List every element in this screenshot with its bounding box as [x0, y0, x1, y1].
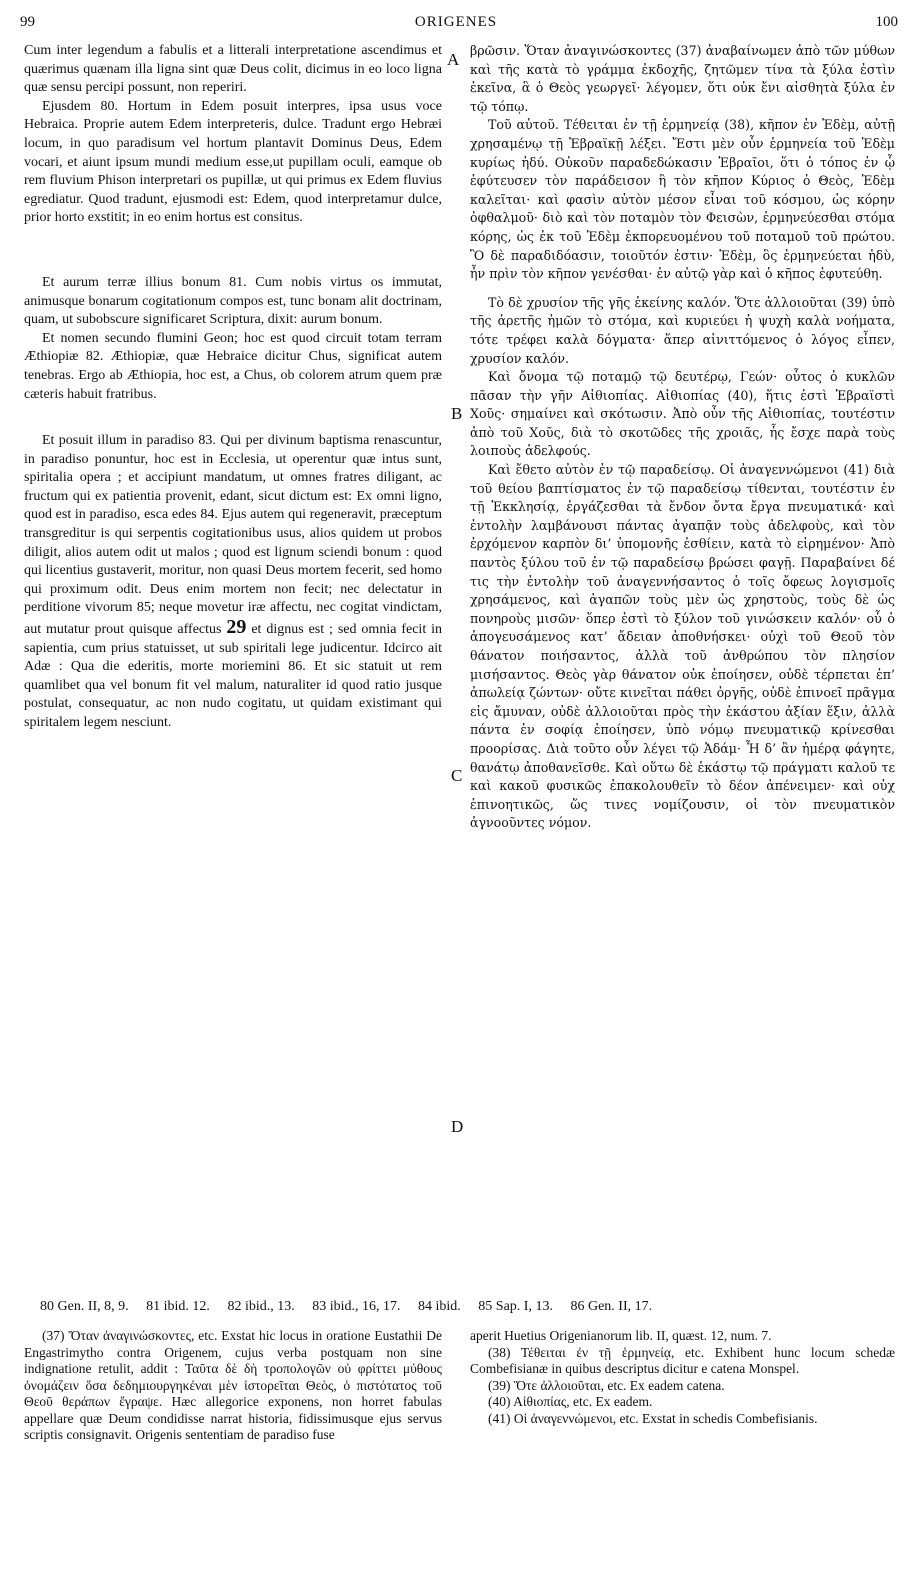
greek-paragraph: Τὸ δὲ χρυσίον τῆς γῆς ἐκείνης καλόν. Ὅτε ἀλλοιοῦται (39) ὑπὸ τῆς ἀρετῆς ἡμῶν τὸ στόμα, καὶ κυριεύει ἡ ψυχὴ καλὰ νοήματα, τότε τρέφει καλὰ δόγματα· ἅπερ αἰνιττόμενος ὁ λόγος εἶπεν, χρυσίον καλόν.: [470, 294, 895, 366]
left-page-number: 99: [20, 14, 35, 30]
margin-letter-d: D: [451, 1117, 464, 1136]
note: (37) Ὅταν ἀναγινώσκοντες, etc. Exstat hic locus in oratione Eustathii De Engastrimytho contra Origenem, cujus verba postquam non sine indignatione retulit, addit : Ταῦτα δὲ δὴ τροπολογῶν οὐ φρίττει μύθους ὀνομάζειν ὅσα δεδημιουργηκέναι μὲν ἱστορεῖται Θεὸς, ὁ πιστότατος τοῦ Θεοῦ θεράπων ἔγραψε. Hæc allegorice exponens, non horret fabulas appellare quæ Deum condidisse narrat historia, fidissimusque ejus servus scriptis consignavit. Origenis sententiam de paradiso fuse: [24, 1328, 442, 1442]
latin-paragraph: Ejusdem 80. Hortum in Edem posuit interpres, ipsa usus voce Hebraica. Proprie autem Edem interpreteris, dulce. Tradunt ergo Hebræi locum, in quo paradisum vel hortum plantavit Dominus Deus, Edem vocari, et aiunt ipsum mundi medium esse,ut pupillam oculi, eamque ob rem fluvium Phison interpretari os pupillæ, ut qui primus ex Edem fluvius egrediatur. Quod tradunt, ejusmodi est: Edem, quod interpretamur dulce, prior horto exstitit; in eo enim hortus est consitus.: [24, 98, 442, 226]
greek-paragraph: Καὶ ὄνομα τῷ ποταμῷ τῷ δευτέρῳ, Γεών· οὗτος ὁ κυκλῶν πᾶσαν τὴν γῆν Αἰθιοπίας. Αἰθιοπίας (40), ἥτις ἐστὶ Ἑβραϊστὶ Χοῦς· σημαίνει καὶ σκότωσιν. Ἀπὸ οὖν τῆς Αἰθιοπίας, τουτέστιν ἀπὸ τοῦ Χοῦς, διὰ τὸ σκοτῶδες τῆς χροιᾶς, ἧς ἔσχε παρὰ τοὺς λοιποὺς ἀδελφούς.: [470, 369, 895, 459]
running-title: ORIGENES: [414, 14, 498, 30]
margin-letter-b: B: [451, 404, 463, 423]
margin-letter-c: C: [451, 766, 463, 785]
greek-column: [470, 42, 895, 833]
greek-paragraph: Καὶ ἔθετο αὐτὸν ἐν τῷ παραδείσῳ. Οἱ ἀναγεννώμενοι (41) διὰ τοῦ θείου βαπτίσματος ἐν τῷ παραδείσῳ τίθενται, τουτέστιν ἐν τῇ Ἐκκλησίᾳ, ἐργάζεσθαι τὰ ἔνδον ὄντα ἔργα πνευματικά· καὶ ἐντολὴν λαμβάνουσι πάντας ἀγαπᾷν τοὺς ἀδελφοὺς, καὶ τὸν ἐρχόμενον καρπὸν δι’ ὑπομονῆς ἐσθίειν, κατὰ τὸ εἰρημένον· Ἀπὸ παντὸς ξύλου τοῦ ἐν τῷ παραδείσῳ βρώσει φαγῇ. Παραβαίνει δέ τις τὴν ἐντολὴν τοῦ ἀναγεννήσαντος ὁ τοῖς ὄφεως λογισμοῖς χρησάμενος, καὶ ἀγαπῶν τοὺς μὲν ὡς χρηστοὺς, τοὺς δὲ ὡς πονηροὺς μισῶν· ὅπερ ἐστὶ τὸ ξύλον τοῦ γινώσκειν καλόν· οὗ ὁ ἀπογευσάμενος κατ’ ἄδειαν ἀποθνήσκει· οὐχὶ τοῦ Θεοῦ τὸν θάνατον ποιήσαντος, ἀλλὰ τοῦ ἀνθρώπου τὸν πλησίον μισήσαντος. Θεὸς γὰρ θάνατον οὐκ ἐποίησεν, οὐδὲ τέρπεται ἐπ’ ἀπωλείᾳ ζώντων· οὔτε κινεῖται πάθει ὀργῆς, οὐδὲ ἐπινοεῖ πρᾶγμα εἰς ἄμυναν, οὐδὲ ἀλλοιοῦται πρὸς τὴν ἑκάστου ἀξίαν ἕξιν, ἀλλὰ πάντα ἐν σοφίᾳ ἐποίησεν, ὑπὸ νόμῳ πνευματικῷ κρίνεσθαι προορίσας. Διὰ τοῦτο οὖν λέγει τῷ Ἀδάμ· Ἧ δ’ ἂν ἡμέρᾳ φάγητε, θανάτῳ ἀποθανεῖσθε. Καὶ οὕτω δὲ ἑκάστῳ τῷ πράγματι καλοῦ τε καὶ κακοῦ φυσικῶς ἐπακολουθεῖν τὸ δέον ἀπένειμεν· καὶ οὐχ ἐπινοητικῶς, ὥς τινες νομίζουσιν, οἱ τὸν πνευματικὸν ἀγνοοῦντες νόμον.: [470, 462, 895, 831]
latin-paragraph: Et nomen secundo flumini Geon; hoc est quod circuit totam terram Æthiopiæ 82. Æthiopiæ, quæ Hebraice dicitur Chus, significat autem tenebras. Ergo ab Æthiopia, hoc est, a Chus, ob colorem atrum quem præ cæteris habuit fratribus.: [24, 330, 442, 402]
latin-paragraph: Cum inter legendum a fabulis et a litterali interpretatione ascendimus et quærimus quænam illa ligna sint quæ Deus colit, dicimus in eo loco ligna quæ sensu percipi possunt, non reperiri.: [24, 43, 442, 96]
reference: 84 ibid.: [418, 1299, 461, 1314]
reference: 86 Gen. II, 17.: [570, 1299, 653, 1314]
reference: 82 ibid., 13.: [227, 1299, 295, 1314]
reference: 83 ibid., 16, 17.: [312, 1299, 401, 1314]
note: (40) Αἰθιοπίας, etc. Ex eadem.: [488, 1394, 653, 1409]
note: (39) Ὅτε ἀλλοιοῦται, etc. Ex eadem catena.: [488, 1377, 725, 1393]
latin-column: [24, 42, 442, 733]
reference: 81 ibid. 12.: [146, 1299, 210, 1314]
right-page-number: 100: [875, 14, 898, 30]
greek-paragraph: βρῶσιν. Ὅταν ἀναγινώσκοντες (37) ἀναβαίνωμεν ἀπὸ τῶν μύθων καὶ τῆς κατὰ τὸ γράμμα ἐκδοχῆς, ζητῶμεν τίνα τὰ ξύλα ἐστὶν ἐκεῖνα, ἃ ὁ Θεὸς γεωργεῖ· λέγομεν, ὅτι οὐκ ἔνι αἰσθητὰ ξύλα ἐν τῷ τόπῳ.: [470, 43, 895, 114]
notes-right: [470, 1328, 895, 1427]
latin-paragraph: Et posuit illum in paradiso 83. Qui per divinum baptisma renascuntur, in paradiso ponuntur, hoc est in Ecclesia, ut operentur quæ intus sunt, spiritalia opera ; et accipiunt mandatum, ut omnes fratres diligant, ac fructum qui ex patientia provenit, edant, sicut dictum est: Ex omni ligno, quod est in paradiso, esca edes 84. Ejus autem qui regeneravit, præceptum transgreditur is qui serpentis cogitationibus usus, alios quidem ut probos diligit, alios autem odit ut malos ; quod est lignum sciendi bonum : quod qui licentius gustaverit, moritur, non quasi Deus mortem fecerit, sed homo qui proximum odit. Deus enim mortem non fecit; nec delectatur in perditione vivorum 85; neque movetur iræ affectu, nec cogitat vindictam, aut mutatur prout quisque affectus: [24, 433, 442, 638]
scripture-references: [40, 1299, 900, 1315]
greek-paragraph: Τοῦ αὐτοῦ. Τέθειται ἐν τῇ ἑρμηνείᾳ (38), κῆπον ἐν Ἐδὲμ, αὐτῇ χρησαμένῳ τῇ Ἑβραϊκῇ λέξει. Ἔστι μὲν οὖν ἑρμηνεία τοῦ Ἐδὲμ κυρίως ἡδύ. Οὐκοῦν παραδεδώκασιν Ἑβραῖοι, ὅτι ὁ τόπος ἐν ᾧ ἐφύτευσεν τὸν παράδεισον ἢ τὸν κῆπον Κύριος ὁ Θεὸς, Ἐδὲμ καλεῖται· καὶ φασὶν αὐτὸν μέσον εἶναι τοῦ κόσμου, ὡς κόρην ὀφθαλμοῦ· διὸ καὶ τὸν ποταμὸν τὸν Φεισὼν, ἑρμηνεύεσθαι στόμα κόρης, ὡς ἐκ τοῦ Ἐδὲμ ἐκπορευομένου τοῦ ποταμοῦ τοῦ πρώτου. Ὃ δὲ παραδιδόασιν, τοιοῦτόν ἐστιν· Ἐδὲμ, ὃς ἑρμηνεύεται ἡδὺ, ἦν πρὶν τὸν κῆπον γενέσθαι· ἐν αὐτῷ γὰρ καὶ ὁ κῆπος ἐφυτεύθη.: [470, 117, 895, 282]
reference: 85 Sap. I, 13.: [478, 1299, 553, 1314]
column-number: 29: [226, 616, 247, 639]
latin-paragraph: et dignus est ; sed omnia fecit in sapientia, cum prius statuisset, ut sub spiritali lege judicentur. Idcirco ait Adæ : Qua die ederitis, morte moriemini 86. Et sic statuit ut rem quamlibet qua vel bonum fit vel malum, naturaliter id quod ratio jusque postulat, consequatur, ac non nudo cogitatu, ut quidam existimant qui spiritalem legem nesciunt.: [24, 622, 443, 730]
note: aperit Huetius Origenianorum lib. II, quæst. 12, num. 7.: [470, 1328, 772, 1343]
reference: 80 Gen. II, 8, 9.: [40, 1299, 129, 1314]
note: (38) Τέθειται ἐν τῇ ἑρμηνείᾳ, etc. Exhibent hunc locum schedæ Combefisianæ in quibus descriptus dicitur e catena Monspel.: [470, 1344, 895, 1376]
latin-paragraph: Et aurum terræ illius bonum 81. Cum nobis virtus os immutat, animusque bonarum cogitationum compos est, tunc bonam alit doctrinam, quam, ut subobscure significaret Scriptura, dixit: aurum bonum.: [24, 274, 442, 328]
note: (41) Οἱ ἀναγεννώμενοι, etc. Exstat in schedis Combefisianis.: [488, 1410, 818, 1426]
margin-letter-a: A: [447, 50, 460, 69]
notes-left: [24, 1328, 442, 1444]
